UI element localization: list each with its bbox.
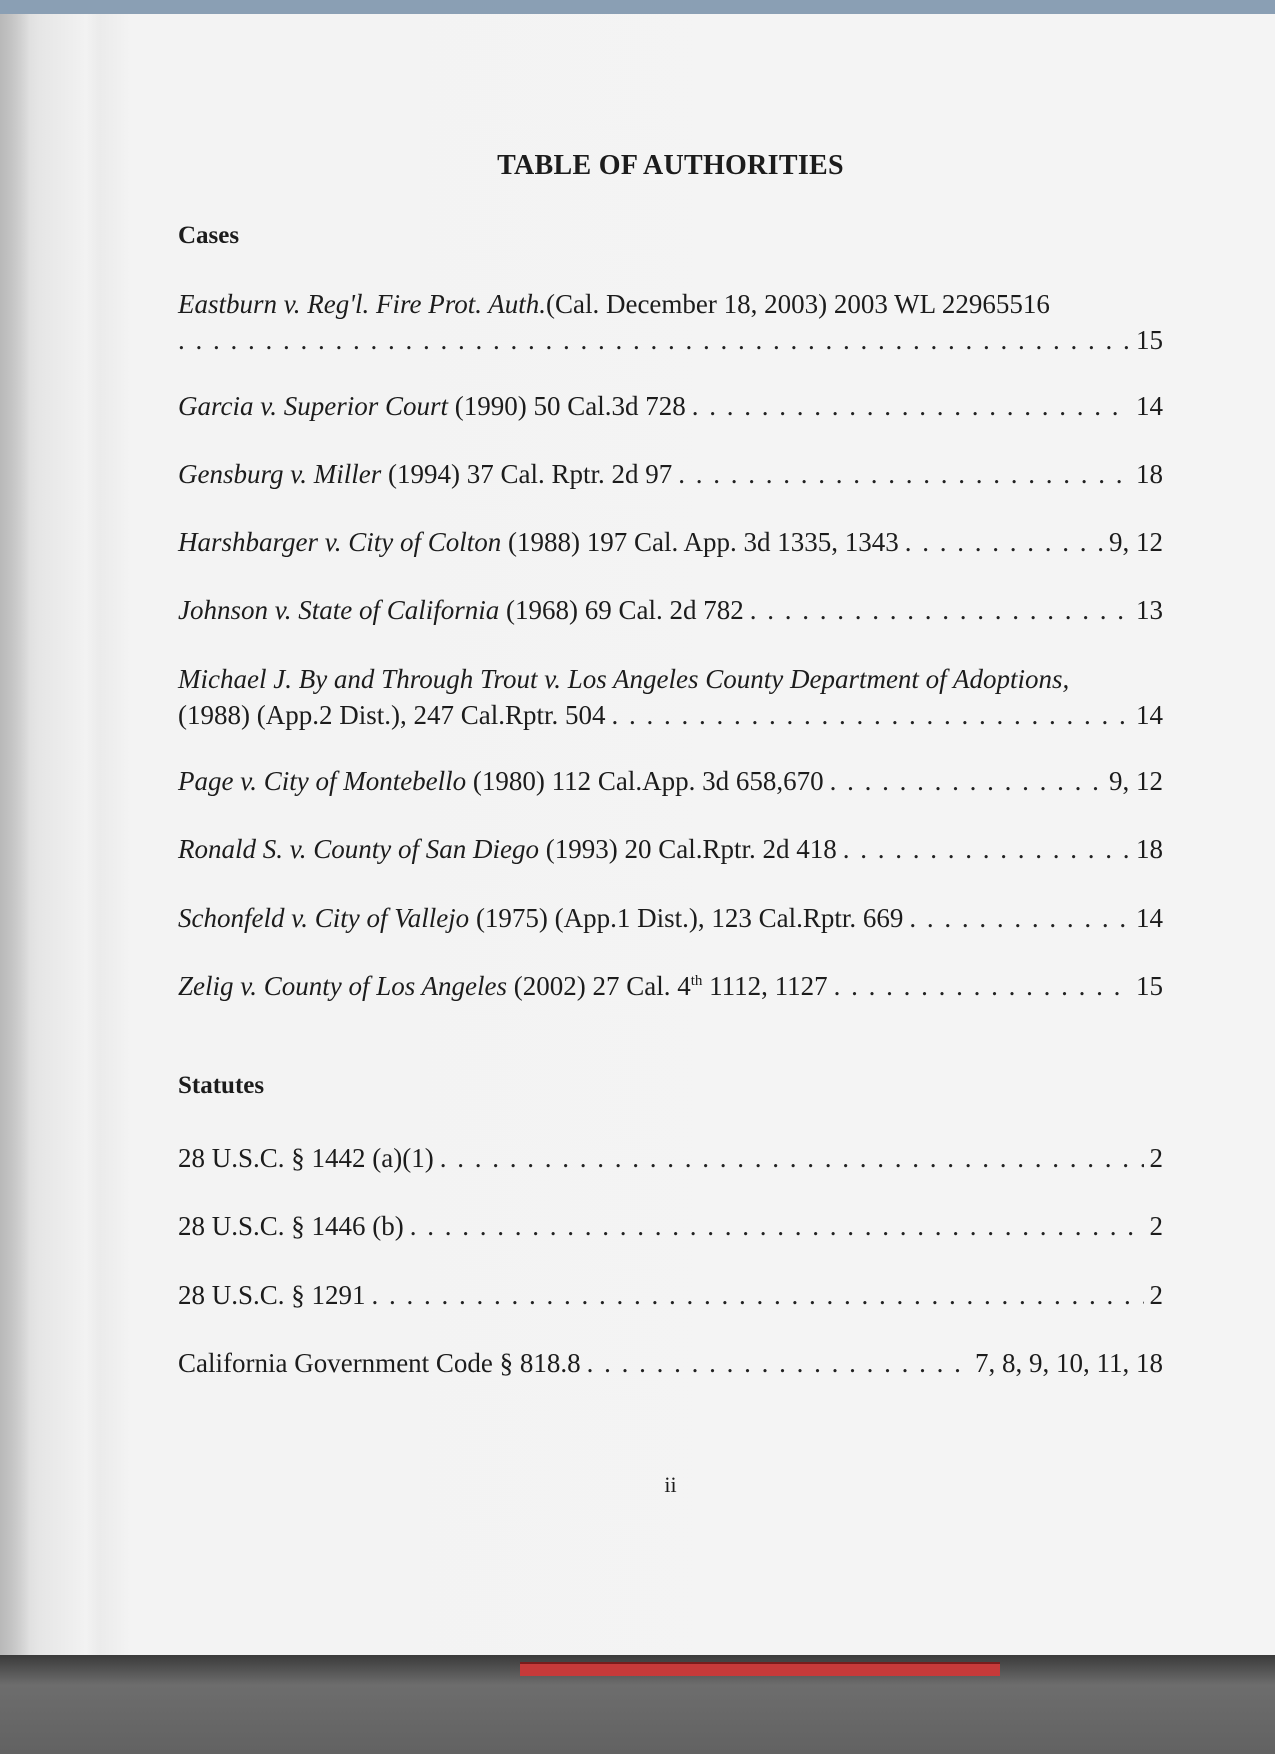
case-entry (178, 831, 1163, 867)
binding-shadow (0, 0, 30, 1655)
dot-leader (834, 968, 1130, 1004)
dot-leader (410, 1208, 1144, 1244)
case-name: Page v. City of Montebello (178, 766, 467, 796)
red-cover-edge (520, 1662, 1000, 1676)
dot-leader (372, 1277, 1144, 1313)
case-citation: (1975) (App.1 Dist.), 123 Cal.Rptr. 669 (469, 903, 904, 933)
statute-citation: 28 U.S.C. § 1446 (b) (178, 1211, 404, 1241)
case-name: Johnson v. State of California (178, 595, 500, 625)
case-pages: 18 (1136, 834, 1163, 864)
statute-pages: 2 (1149, 1143, 1163, 1173)
statute-pages: 2 (1149, 1280, 1163, 1310)
dot-leader (909, 900, 1130, 936)
case-name: Garcia v. Superior Court (178, 391, 448, 421)
case-entry (178, 592, 1163, 628)
case-citation: (1990) 50 Cal.3d 728 (448, 391, 686, 421)
case-name: Michael J. By and Through Trout v. Los Angeles County Department of Adoptions, (178, 664, 1070, 694)
case-entry (178, 286, 1163, 358)
dot-leader (611, 697, 1130, 733)
page-title: TABLE OF AUTHORITIES (497, 150, 844, 181)
statute-citation: 28 U.S.C. § 1291 (178, 1280, 366, 1310)
case-pages: 13 (1136, 595, 1163, 625)
case-citation: (1980) 112 Cal.App. 3d 658,670 (466, 766, 824, 796)
statute-entry (178, 1345, 1163, 1381)
dot-leader (678, 456, 1130, 492)
case-entry (178, 900, 1163, 936)
case-name: Schonfeld v. City of Vallejo (178, 903, 470, 933)
page-number: ii (664, 1472, 677, 1497)
case-name: Gensburg v. Miller (178, 459, 382, 489)
superscript: th (690, 973, 703, 989)
case-name: Eastburn v. Reg'l. Fire Prot. Auth. (178, 289, 546, 319)
case-pages: 9, 12 (1109, 527, 1163, 557)
statute-entry (178, 1208, 1163, 1244)
case-citation: (1968) 69 Cal. 2d 782 (499, 595, 744, 625)
case-pages: 14 (1136, 700, 1163, 730)
dot-leader (905, 524, 1103, 560)
case-citation-part: (2002) 27 Cal. 4 (506, 971, 691, 1001)
case-name: Harshbarger v. City of Colton (178, 527, 502, 557)
case-entry (178, 763, 1163, 799)
dot-leader (692, 388, 1130, 424)
case-pages: 14 (1136, 391, 1163, 421)
scan-edge (0, 0, 1275, 14)
case-citation: (Cal. December 18, 2003) 2003 WL 22965516 (545, 289, 1050, 319)
case-citation: (1994) 37 Cal. Rptr. 2d 97 (381, 459, 673, 489)
statute-pages: 2 (1149, 1211, 1163, 1241)
case-pages: 18 (1136, 459, 1163, 489)
statute-citation: California Government Code § 818.8 (178, 1348, 581, 1378)
case-citation: (1993) 20 Cal.Rptr. 2d 418 (538, 834, 837, 864)
statute-citation: 28 U.S.C. § 1442 (a)(1) (178, 1143, 434, 1173)
statute-pages: 7, 8, 9, 10, 11, 18 (975, 1348, 1163, 1378)
dot-leader (750, 592, 1130, 628)
dot-leader (830, 763, 1103, 799)
dot-leader (587, 1345, 969, 1381)
statutes-heading: Statutes (178, 1072, 265, 1099)
case-entry (178, 968, 1163, 1004)
statute-entry (178, 1277, 1163, 1313)
case-name: Ronald S. v. County of San Diego (178, 834, 539, 864)
case-citation: (1988) 197 Cal. App. 3d 1335, 1343 (501, 527, 899, 557)
case-citation-part: 1112, 1127 (702, 971, 828, 1001)
case-entry (178, 661, 1163, 733)
case-name: Zelig v. County of Los Angeles (178, 971, 507, 1001)
case-pages: 14 (1136, 903, 1163, 933)
case-entry (178, 388, 1163, 424)
dot-leader (843, 831, 1130, 867)
case-pages: 15 (1136, 325, 1163, 355)
dot-leader (440, 1140, 1144, 1176)
case-citation: (1988) (App.2 Dist.), 247 Cal.Rptr. 504 (178, 700, 606, 730)
statute-entry (178, 1140, 1163, 1176)
case-entry (178, 456, 1163, 492)
case-pages: 9, 12 (1109, 766, 1163, 796)
dot-leader (178, 322, 1130, 358)
case-entry (178, 524, 1163, 560)
cases-heading: Cases (178, 222, 240, 249)
case-pages: 15 (1136, 971, 1163, 1001)
